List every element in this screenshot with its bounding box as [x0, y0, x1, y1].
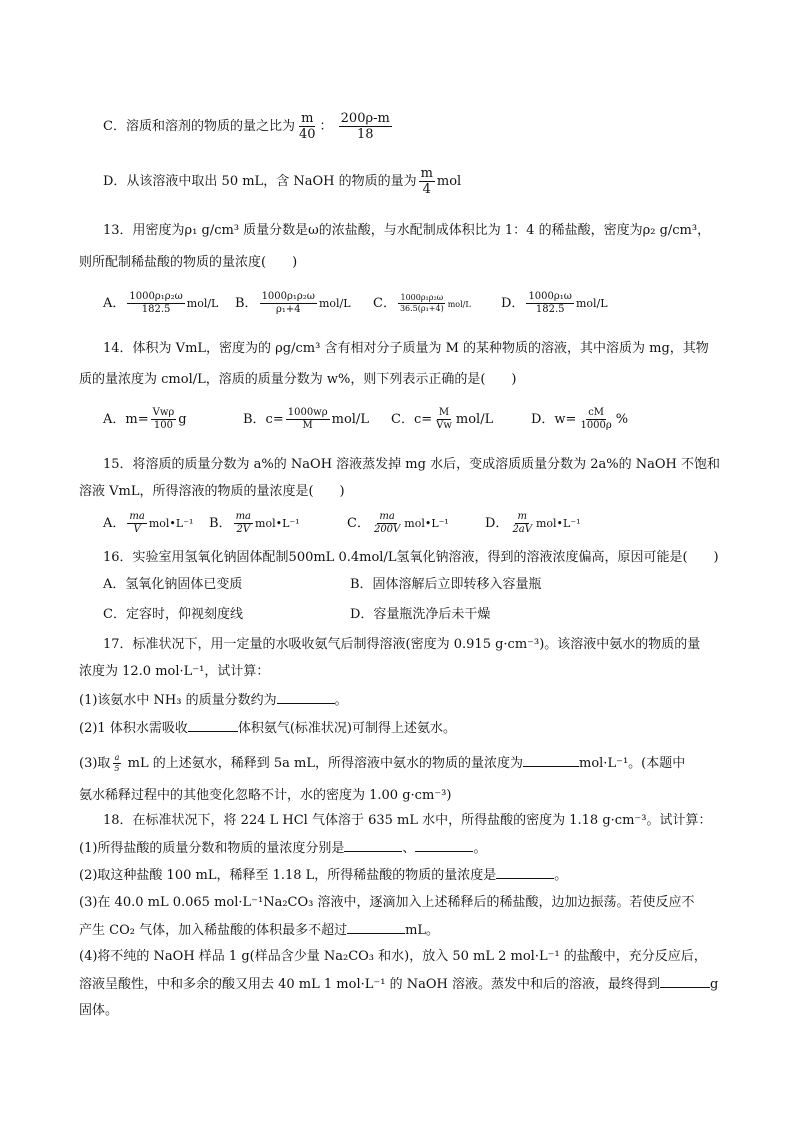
answer-blank[interactable] — [496, 866, 554, 879]
q15-d-fraction: $\frac{m}{2aV}$ — [512, 511, 532, 535]
q15-options: A． $\frac{ma}{V}$ mol•L⁻¹ B． $\frac{ma}{2V}$ mol•L⁻¹ C． $\frac{ma}{200V}$ mol•L⁻¹ D． $\frac{m}{2aV}$ mol•L⁻¹ — [103, 511, 581, 535]
q15-b-fraction: $\frac{ma}{2V}$ — [235, 511, 252, 535]
q16-option-a: A．氢氧化钠固体已变质 — [103, 577, 243, 592]
q13-b-fraction: $\frac{\text{1000ρ₁ρ₂ω}}{\text{ρ₁+4}}$ — [261, 291, 315, 315]
q18-part4-line1: (4)将不纯的 NaOH 样品 1 g(样品含少量 Na₂CO₃ 和水)，放入 50 mL 2 mol·L⁻¹ 的盐酸中，充分反应后， — [79, 949, 707, 964]
q14-options: A．m= $\frac{\text{Vwρ}}{100}$ g B．c= $\frac{1000w\rho}{M}$ mol/L C．c= $\frac{M}{Vw}$ mol/L D．w= $\frac{cM}{1000\rho}$ % — [103, 407, 629, 431]
answer-blank[interactable] — [415, 839, 473, 852]
q14-stem-line2: 质的量浓度为 cmol/L，溶质的质量分数为 w%，则下列表示正确的是( ) — [79, 372, 517, 387]
q18-part3-line2: 产生 CO₂ 气体，加入稀盐酸的体积最多不超过 mL。 — [79, 923, 440, 938]
q15-a-fraction: $\frac{ma}{V}$ — [129, 511, 145, 535]
answer-blank[interactable] — [347, 921, 405, 934]
q18-part2: (2)取这种盐酸 100 mL，稀释至 1.18 L，所得稀盐酸的物质的量浓度是 。 — [79, 868, 568, 883]
q16-option-c: C．定容时，仰视刻度线 — [103, 607, 243, 622]
q17-part3-line2: 氨水稀释过程中的其他变化忽略不计，水的密度为 1.00 g·cm⁻³) — [79, 788, 452, 803]
answer-blank[interactable] — [523, 754, 579, 767]
q14-b-fraction: $\frac{1000w\rho}{M}$ — [287, 407, 328, 431]
q13-d-fraction: $\frac{\text{1000ρ₁ω}}{182.5}$ — [528, 291, 572, 315]
q12-c-text: C．溶质和溶剂的物质的量之比为 — [103, 119, 295, 134]
q15-stem-line2: 溶液 VmL，所得溶液的物质的量浓度是( ) — [79, 484, 345, 499]
q16-option-b: B．固体溶解后立即转移入容量瓶 — [350, 577, 542, 592]
q17-part3: (3)取 $\frac{a}{5}$ mL 的上述氨水，稀释到 5a mL，所得溶液中氨水的物质的量浓度为 mol·L⁻¹。(本题中 — [79, 753, 686, 773]
q16-option-d: D．容量瓶洗净后未干燥 — [350, 607, 491, 622]
q17-p3-fraction: $\frac{a}{5}$ — [114, 753, 120, 773]
answer-blank[interactable] — [660, 975, 710, 988]
q14-c-fraction: $\frac{M}{Vw}$ — [436, 407, 452, 431]
q12-d-fraction: $\frac{m}{4}$ — [420, 166, 433, 197]
answer-blank[interactable] — [188, 719, 238, 732]
q12-option-c: C．溶质和溶剂的物质的量之比为 $\frac{m}{40}$ ： $\frac{200\rho-m}{18}$ — [103, 111, 390, 142]
q12-c-fraction-2: $\frac{200\rho-m}{18}$ — [340, 111, 390, 142]
answer-blank[interactable] — [344, 839, 402, 852]
q13-c-fraction: $\frac{\text{1000ρ₁ρ₂ω}}{\text{36.5(ρ₁+4)}}$ — [399, 293, 444, 313]
q14-d-fraction: $\frac{cM}{1000\rho}$ — [580, 407, 612, 431]
q13-stem-line2: 则所配制稀盐酸的物质的量浓度( ) — [79, 255, 298, 270]
q12-c-fraction-1: $\frac{m}{40}$ — [298, 111, 316, 142]
q14-stem-line1: 14．体积为 VmL，密度为的 ρg/cm³ 含有相对分子质量为 M 的某种物质的溶液，其中溶质为 mg，其物 — [103, 341, 709, 356]
q14-a-fraction: $\frac{\text{Vwρ}}{100}$ — [152, 407, 175, 431]
q13-stem-line1: 13．用密度为ρ₁ g/cm³ 质量分数是ω的浓盐酸，与水配制成体积比为 1：4 的稀盐酸，密度为ρ₂ g/cm³， — [103, 223, 711, 238]
q17-stem-line1: 17．标准状况下，用一定量的水吸收氨气后制得溶液(密度为 0.915 g·cm⁻³)。该溶液中氨水的物质的量 — [103, 637, 701, 652]
q12-option-d: D．从该溶液中取出 50 mL，含 NaOH 的物质的量为 $\frac{m}{4}$ mol — [103, 166, 462, 197]
q13-options: A． $\frac{\text{1000ρ₁ρ₂ω}}{182.5}$ mol/L B． $\frac{\text{1000ρ₁ρ₂ω}}{\text{ρ₁+4}}$ mol/L C． $\frac{\text{1000ρ₁ρ₂ω}}{\text{36.5(ρ₁+4)}}$ mol/L D． $\frac{\text{1000ρ₁ω}}{182.5}$ mol/L — [103, 291, 608, 315]
q15-stem-line1: 15．将溶质的质量分数为 a%的 NaOH 溶液蒸发掉 mg 水后，变成溶质质量分数为 2a%的 NaOH 不饱和 — [103, 457, 720, 472]
answer-blank[interactable] — [277, 691, 335, 704]
q18-part1: (1)所得盐酸的质量分数和物质的量浓度分别是 、 。 — [79, 841, 487, 856]
q13-a-fraction: $\frac{\text{1000ρ₁ρ₂ω}}{182.5}$ — [129, 291, 183, 315]
q18-stem: 18．在标准状况下，将 224 L HCl 气体溶于 635 mL 水中，所得盐酸的密度为 1.18 g·cm⁻³。试计算： — [103, 813, 712, 828]
q17-part1: (1)该氨水中 NH₃ 的质量分数约为 。 — [79, 693, 348, 708]
q16-stem: 16．实验室用氢氧化钠固体配制500mL 0.4mol/L氢氧化钠溶液，得到的溶液浓度偏高，原因可能是( ) — [103, 550, 719, 565]
q12-d-text: D．从该溶液中取出 50 mL，含 NaOH 的物质的量为 — [103, 174, 417, 189]
q17-part2: (2)1 体积水需吸收 体积氨气(标准状况)可制得上述氨水。 — [79, 721, 456, 736]
q18-part3-line1: (3)在 40.0 mL 0.065 mol·L⁻¹Na₂CO₃ 溶液中，逐滴加入上述稀释后的稀盐酸，边加边振荡。若使反应不 — [79, 895, 695, 910]
q18-part4-line2: 溶液呈酸性，中和多余的酸又用去 40 mL 1 mol·L⁻¹ 的 NaOH 溶液。蒸发中和后的溶液，最终得到 g — [79, 977, 719, 992]
q15-c-fraction: $\frac{ma}{200V}$ — [373, 511, 401, 535]
q18-part4-line3: 固体。 — [79, 1003, 119, 1018]
q17-stem-line2: 浓度为 12.0 mol·L⁻¹，试计算： — [79, 664, 270, 679]
